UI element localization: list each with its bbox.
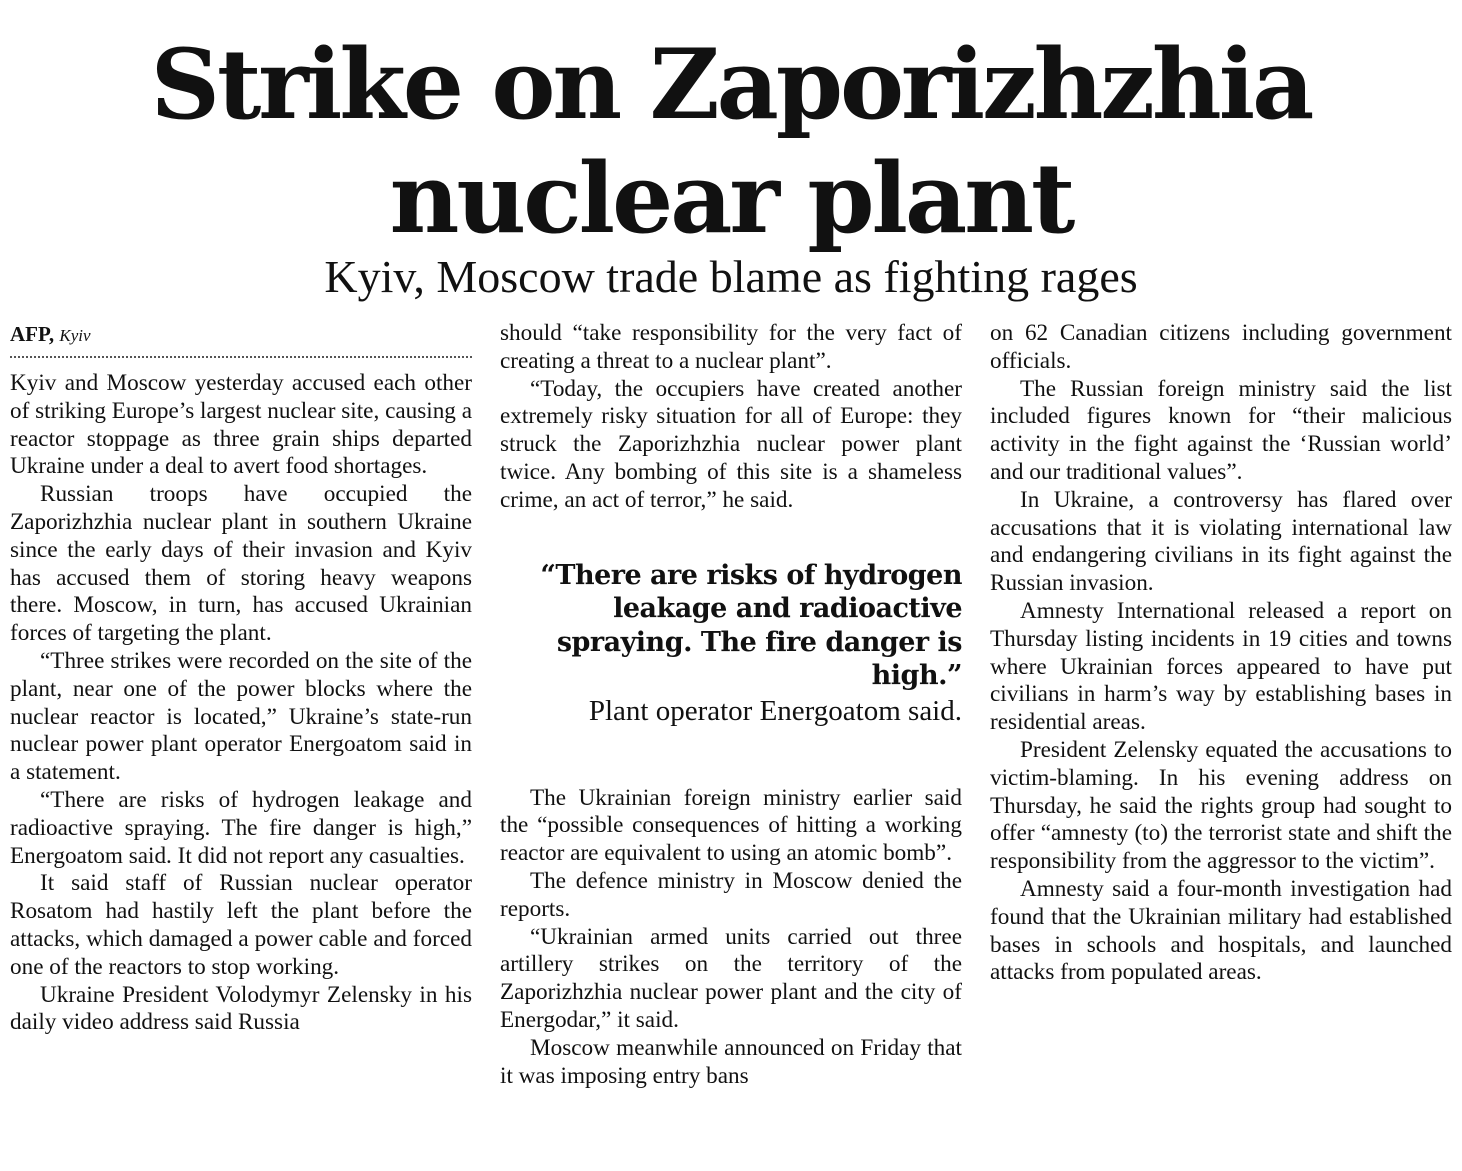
paragraph: The Ukrainian foreign ministry earlier said the “possible consequences of hitting a working reactor are equivalent to using an atomic bomb”.: [500, 784, 962, 867]
paragraph: “Three strikes were recorded on the site of the plant, near one of the power blocks where the nuclear reactor is located,” Ukraine’s state-run nuclear power plant operator Energoatom said in a statement.: [10, 647, 472, 786]
paragraph: Russian troops have occupied the Zaporizhzhia nuclear plant in southern Ukraine since the early days of their invasion and Kyiv has accused them of storing heavy weapons there. Moscow, in turn, has accused Ukrainian forces of targeting the plant.: [10, 481, 472, 647]
paragraph: “Today, the occupiers have created another extremely risky situation for all of Europe: they struck the Zaporizhzhia nuclear power plant twice. Any bombing of this site is a shameless crime, an act of terror,” he said.: [500, 375, 962, 513]
paragraph: on 62 Canadian citizens including government officials.: [990, 320, 1452, 374]
paragraph: Moscow meanwhile announced on Friday that it was imposing entry bans: [500, 1034, 962, 1089]
byline-divider: [10, 356, 472, 358]
byline-agency: AFP,: [10, 322, 55, 346]
article-column-2: [500, 320, 962, 1160]
paragraph: “Ukrainian armed units carried out three artillery strikes on the territory of the Zaporizhzhia nuclear power plant and the city of Energodar,” it said.: [500, 923, 962, 1033]
article-column-3: [990, 320, 1452, 1160]
paragraph: Amnesty said a four-month investigation had found that the Ukrainian military had established bases in schools and hospitals, and launched attacks from populated areas.: [990, 875, 1452, 986]
paragraph: President Zelensky equated the accusations to victim-blaming. In his evening address on Thursday, he said the rights group had sought to offer “amnesty (to) the terrorist state and shift the responsibility from the aggressor to the victim”.: [990, 736, 1452, 875]
pull-quote-text: “There are risks of hydrogen leakage and radioactive spraying. The fire danger is high.”: [540, 559, 962, 692]
byline: [10, 320, 472, 350]
headline: Strike on Zaporizhzhia nuclear plant: [150, 28, 1312, 255]
paragraph: Ukraine President Volodymyr Zelensky in his daily video address said Russia: [10, 981, 472, 1036]
article-column-1: [10, 320, 472, 1160]
paragraph: Amnesty International released a report on Thursday listing incidents in 19 cities and towns where Ukrainian forces appeared to have put civilians in harm’s way by establishing bases in residential areas.: [990, 597, 1452, 736]
subheadline: Kyiv, Moscow trade blame as fighting rages: [324, 251, 1138, 302]
paragraph: The defence ministry in Moscow denied the reports.: [500, 867, 962, 922]
paragraph: “There are risks of hydrogen leakage and radioactive spraying. The fire danger is high,” Energoatom said. It did not report any casualties.: [10, 786, 472, 869]
paragraph: It said staff of Russian nuclear operator Rosatom had hastily left the plant before the attacks, which damaged a power cable and forced one of the reactors to stop working.: [10, 870, 472, 980]
pull-quote: [500, 559, 962, 729]
pull-quote-attribution: Plant operator Energoatom said.: [588, 694, 962, 727]
paragraph: should “take responsibility for the very fact of creating a threat to a nuclear plant”.: [500, 320, 962, 374]
paragraph: Kyiv and Moscow yesterday accused each other of striking Europe’s largest nuclear site, causing a reactor stoppage as three grain ships departed Ukraine under a deal to avert food shortages.: [10, 370, 472, 480]
paragraph: The Russian foreign ministry said the list included figures known for “their malicious activity in the fight against the ‘Russian world’ and our traditional values”.: [990, 375, 1452, 485]
byline-location: Kyiv: [59, 326, 91, 345]
paragraph: In Ukraine, a controversy has flared over accusations that it is violating international law and endangering civilians in its fight against the Russian invasion.: [990, 486, 1452, 597]
